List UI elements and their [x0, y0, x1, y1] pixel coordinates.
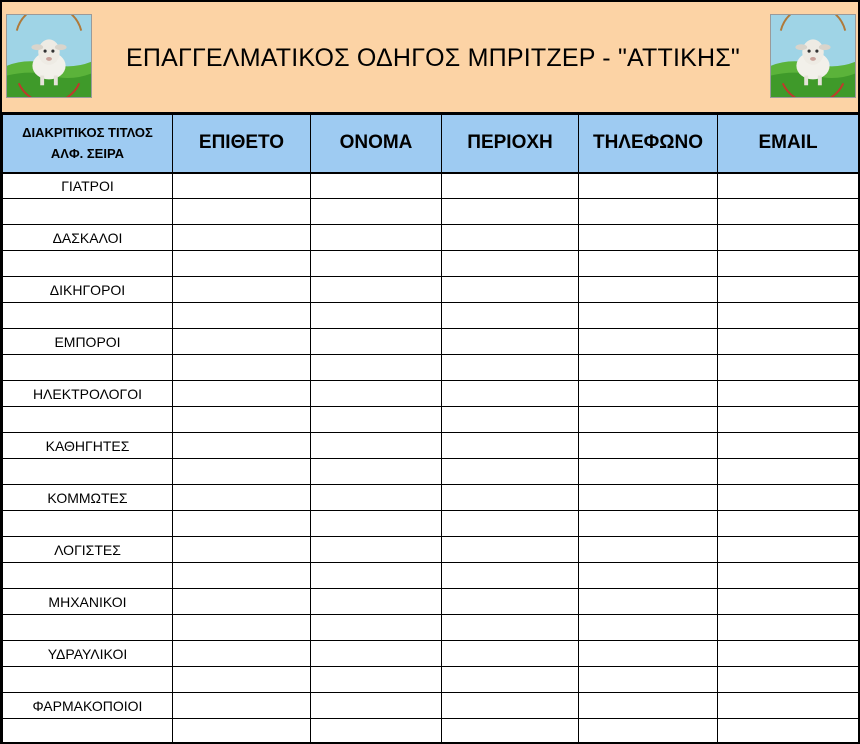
surname-cell[interactable] [173, 407, 311, 433]
name-cell[interactable] [311, 355, 442, 381]
name-cell[interactable] [311, 277, 442, 303]
page-title: ΕΠΑΓΓΕΛΜΑΤΙΚΟΣ ΟΔΗΓΟΣ ΜΠΡΙΤΖΕΡ - "ΑΤΤΙΚΗΣ" [125, 44, 740, 72]
surname-cell[interactable] [173, 615, 311, 641]
empty-cell[interactable] [3, 407, 173, 433]
email-cell[interactable] [718, 719, 859, 743]
name-cell[interactable] [311, 693, 442, 719]
table-row [3, 693, 859, 719]
column-header-phone[interactable]: ΤΗΛΕΦΩΝΟ [579, 115, 718, 173]
phone-cell[interactable] [579, 615, 718, 641]
surname-cell[interactable] [173, 199, 311, 225]
email-cell[interactable] [718, 537, 859, 563]
area-cell[interactable] [442, 641, 579, 667]
phone-cell[interactable] [579, 329, 718, 355]
empty-cell[interactable] [3, 719, 173, 743]
area-cell[interactable] [442, 381, 579, 407]
empty-cell[interactable] [3, 199, 173, 225]
email-cell[interactable] [718, 407, 859, 433]
phone-cell[interactable] [579, 719, 718, 743]
area-cell[interactable] [442, 251, 579, 277]
table-row [3, 719, 859, 743]
table-row [3, 459, 859, 485]
name-cell[interactable] [311, 173, 442, 199]
email-cell[interactable] [718, 251, 859, 277]
area-cell[interactable] [442, 563, 579, 589]
column-header-area[interactable]: ΠΕΡΙΟΧΗ [442, 115, 579, 173]
surname-cell[interactable] [173, 251, 311, 277]
category-cell[interactable]: ΛΟΓΙΣΤΕΣ [3, 537, 173, 563]
phone-cell[interactable] [579, 459, 718, 485]
category-cell[interactable]: ΚΟΜΜΩΤΕΣ [3, 485, 173, 511]
phone-cell[interactable] [579, 641, 718, 667]
empty-cell[interactable] [3, 615, 173, 641]
name-cell[interactable] [311, 667, 442, 693]
area-cell[interactable] [442, 355, 579, 381]
surname-cell[interactable] [173, 381, 311, 407]
table-row [3, 641, 859, 667]
phone-cell[interactable] [579, 173, 718, 199]
email-cell[interactable] [718, 693, 859, 719]
email-cell[interactable] [718, 433, 859, 459]
email-cell[interactable] [718, 459, 859, 485]
surname-cell[interactable] [173, 667, 311, 693]
name-cell[interactable] [311, 563, 442, 589]
header-banner [2, 2, 858, 114]
table-row [3, 485, 859, 511]
empty-cell[interactable] [3, 459, 173, 485]
phone-cell[interactable] [579, 537, 718, 563]
surname-cell[interactable] [173, 433, 311, 459]
name-cell[interactable] [311, 381, 442, 407]
surname-cell[interactable] [173, 355, 311, 381]
area-cell[interactable] [442, 199, 579, 225]
table-row [3, 589, 859, 615]
name-cell[interactable] [311, 537, 442, 563]
area-cell[interactable] [442, 225, 579, 251]
surname-cell[interactable] [173, 537, 311, 563]
phone-cell[interactable] [579, 563, 718, 589]
table-row [3, 277, 859, 303]
email-cell[interactable] [718, 511, 859, 537]
phone-cell[interactable] [579, 277, 718, 303]
name-cell[interactable] [311, 433, 442, 459]
lamb-logo-icon [770, 14, 856, 98]
email-cell[interactable] [718, 485, 859, 511]
table-row [3, 563, 859, 589]
area-cell[interactable] [442, 303, 579, 329]
email-cell[interactable] [718, 589, 859, 615]
category-cell[interactable]: ΕΜΠΟΡΟΙ [3, 329, 173, 355]
email-cell[interactable] [718, 615, 859, 641]
phone-cell[interactable] [579, 381, 718, 407]
table-row [3, 251, 859, 277]
surname-cell[interactable] [173, 173, 311, 199]
table-row [3, 615, 859, 641]
name-cell[interactable] [311, 615, 442, 641]
email-cell[interactable] [718, 329, 859, 355]
name-cell[interactable] [311, 329, 442, 355]
email-cell[interactable] [718, 381, 859, 407]
email-cell[interactable] [718, 355, 859, 381]
area-cell[interactable] [442, 589, 579, 615]
area-cell[interactable] [442, 277, 579, 303]
category-cell[interactable]: ΜΗΧΑΝΙΚΟΙ [3, 589, 173, 615]
area-cell[interactable] [442, 511, 579, 537]
table-row [3, 303, 859, 329]
empty-cell[interactable] [3, 667, 173, 693]
surname-cell[interactable] [173, 511, 311, 537]
table-row [3, 433, 859, 459]
phone-cell[interactable] [579, 485, 718, 511]
table-row [3, 173, 859, 199]
email-cell[interactable] [718, 641, 859, 667]
area-cell[interactable] [442, 407, 579, 433]
table-row [3, 407, 859, 433]
table-row [3, 355, 859, 381]
surname-cell[interactable] [173, 641, 311, 667]
area-cell[interactable] [442, 537, 579, 563]
name-cell[interactable] [311, 199, 442, 225]
column-header-title[interactable] [3, 115, 173, 173]
phone-cell[interactable] [579, 251, 718, 277]
area-cell[interactable] [442, 693, 579, 719]
name-cell[interactable] [311, 511, 442, 537]
table-body [3, 173, 859, 743]
email-cell[interactable] [718, 563, 859, 589]
surname-cell[interactable] [173, 303, 311, 329]
column-header-title-line1: ΔΙΑΚΡΙΤΙΚΟΣ ΤΙΤΛΟΣ [22, 125, 153, 141]
category-cell[interactable]: ΚΑΘΗΓΗΤΕΣ [3, 433, 173, 459]
table-row [3, 537, 859, 563]
surname-cell[interactable] [173, 485, 311, 511]
category-cell[interactable]: ΗΛΕΚΤΡΟΛΟΓΟΙ [3, 381, 173, 407]
phone-cell[interactable] [579, 667, 718, 693]
surname-cell[interactable] [173, 225, 311, 251]
area-cell[interactable] [442, 329, 579, 355]
email-cell[interactable] [718, 277, 859, 303]
column-header-name[interactable]: ΟΝΟΜΑ [311, 115, 442, 173]
name-cell[interactable] [311, 641, 442, 667]
surname-cell[interactable] [173, 719, 311, 743]
category-cell[interactable]: ΔΙΚΗΓΟΡΟΙ [3, 277, 173, 303]
phone-cell[interactable] [579, 589, 718, 615]
table-header-row [3, 115, 859, 173]
directory-table [2, 114, 859, 743]
table-row [3, 511, 859, 537]
empty-cell[interactable] [3, 303, 173, 329]
surname-cell[interactable] [173, 459, 311, 485]
phone-cell[interactable] [579, 433, 718, 459]
phone-cell[interactable] [579, 407, 718, 433]
name-cell[interactable] [311, 407, 442, 433]
area-cell[interactable] [442, 615, 579, 641]
table-row [3, 329, 859, 355]
surname-cell[interactable] [173, 563, 311, 589]
category-cell[interactable]: ΓΙΑΤΡΟΙ [3, 173, 173, 199]
name-cell[interactable] [311, 589, 442, 615]
area-cell[interactable] [442, 459, 579, 485]
email-cell[interactable] [718, 225, 859, 251]
column-header-surname[interactable]: ΕΠΙΘΕΤΟ [173, 115, 311, 173]
empty-cell[interactable] [3, 511, 173, 537]
area-cell[interactable] [442, 485, 579, 511]
category-cell[interactable]: ΥΔΡΑΥΛΙΚΟΙ [3, 641, 173, 667]
table-row [3, 225, 859, 251]
category-cell[interactable]: ΔΑΣΚΑΛΟΙ [3, 225, 173, 251]
column-header-email[interactable]: EMAIL [718, 115, 859, 173]
phone-cell[interactable] [579, 225, 718, 251]
name-cell[interactable] [311, 485, 442, 511]
phone-cell[interactable] [579, 199, 718, 225]
empty-cell[interactable] [3, 563, 173, 589]
name-cell[interactable] [311, 225, 442, 251]
empty-cell[interactable] [3, 355, 173, 381]
email-cell[interactable] [718, 173, 859, 199]
table-row [3, 667, 859, 693]
phone-cell[interactable] [579, 511, 718, 537]
area-cell[interactable] [442, 433, 579, 459]
email-cell[interactable] [718, 303, 859, 329]
lamb-logo-icon [6, 14, 92, 98]
email-cell[interactable] [718, 667, 859, 693]
surname-cell[interactable] [173, 277, 311, 303]
phone-cell[interactable] [579, 303, 718, 329]
phone-cell[interactable] [579, 355, 718, 381]
surname-cell[interactable] [173, 329, 311, 355]
empty-cell[interactable] [3, 251, 173, 277]
table-row [3, 381, 859, 407]
phone-cell[interactable] [579, 693, 718, 719]
category-cell[interactable]: ΦΑΡΜΑΚΟΠΟΙΟΙ [3, 693, 173, 719]
table-row [3, 199, 859, 225]
email-cell[interactable] [718, 199, 859, 225]
column-header-title-line2: ΑΛΦ. ΣΕΙΡΑ [50, 146, 125, 162]
surname-cell[interactable] [173, 589, 311, 615]
name-cell[interactable] [311, 303, 442, 329]
name-cell[interactable] [311, 251, 442, 277]
name-cell[interactable] [311, 459, 442, 485]
area-cell[interactable] [442, 719, 579, 743]
area-cell[interactable] [442, 173, 579, 199]
name-cell[interactable] [311, 719, 442, 743]
area-cell[interactable] [442, 667, 579, 693]
surname-cell[interactable] [173, 693, 311, 719]
